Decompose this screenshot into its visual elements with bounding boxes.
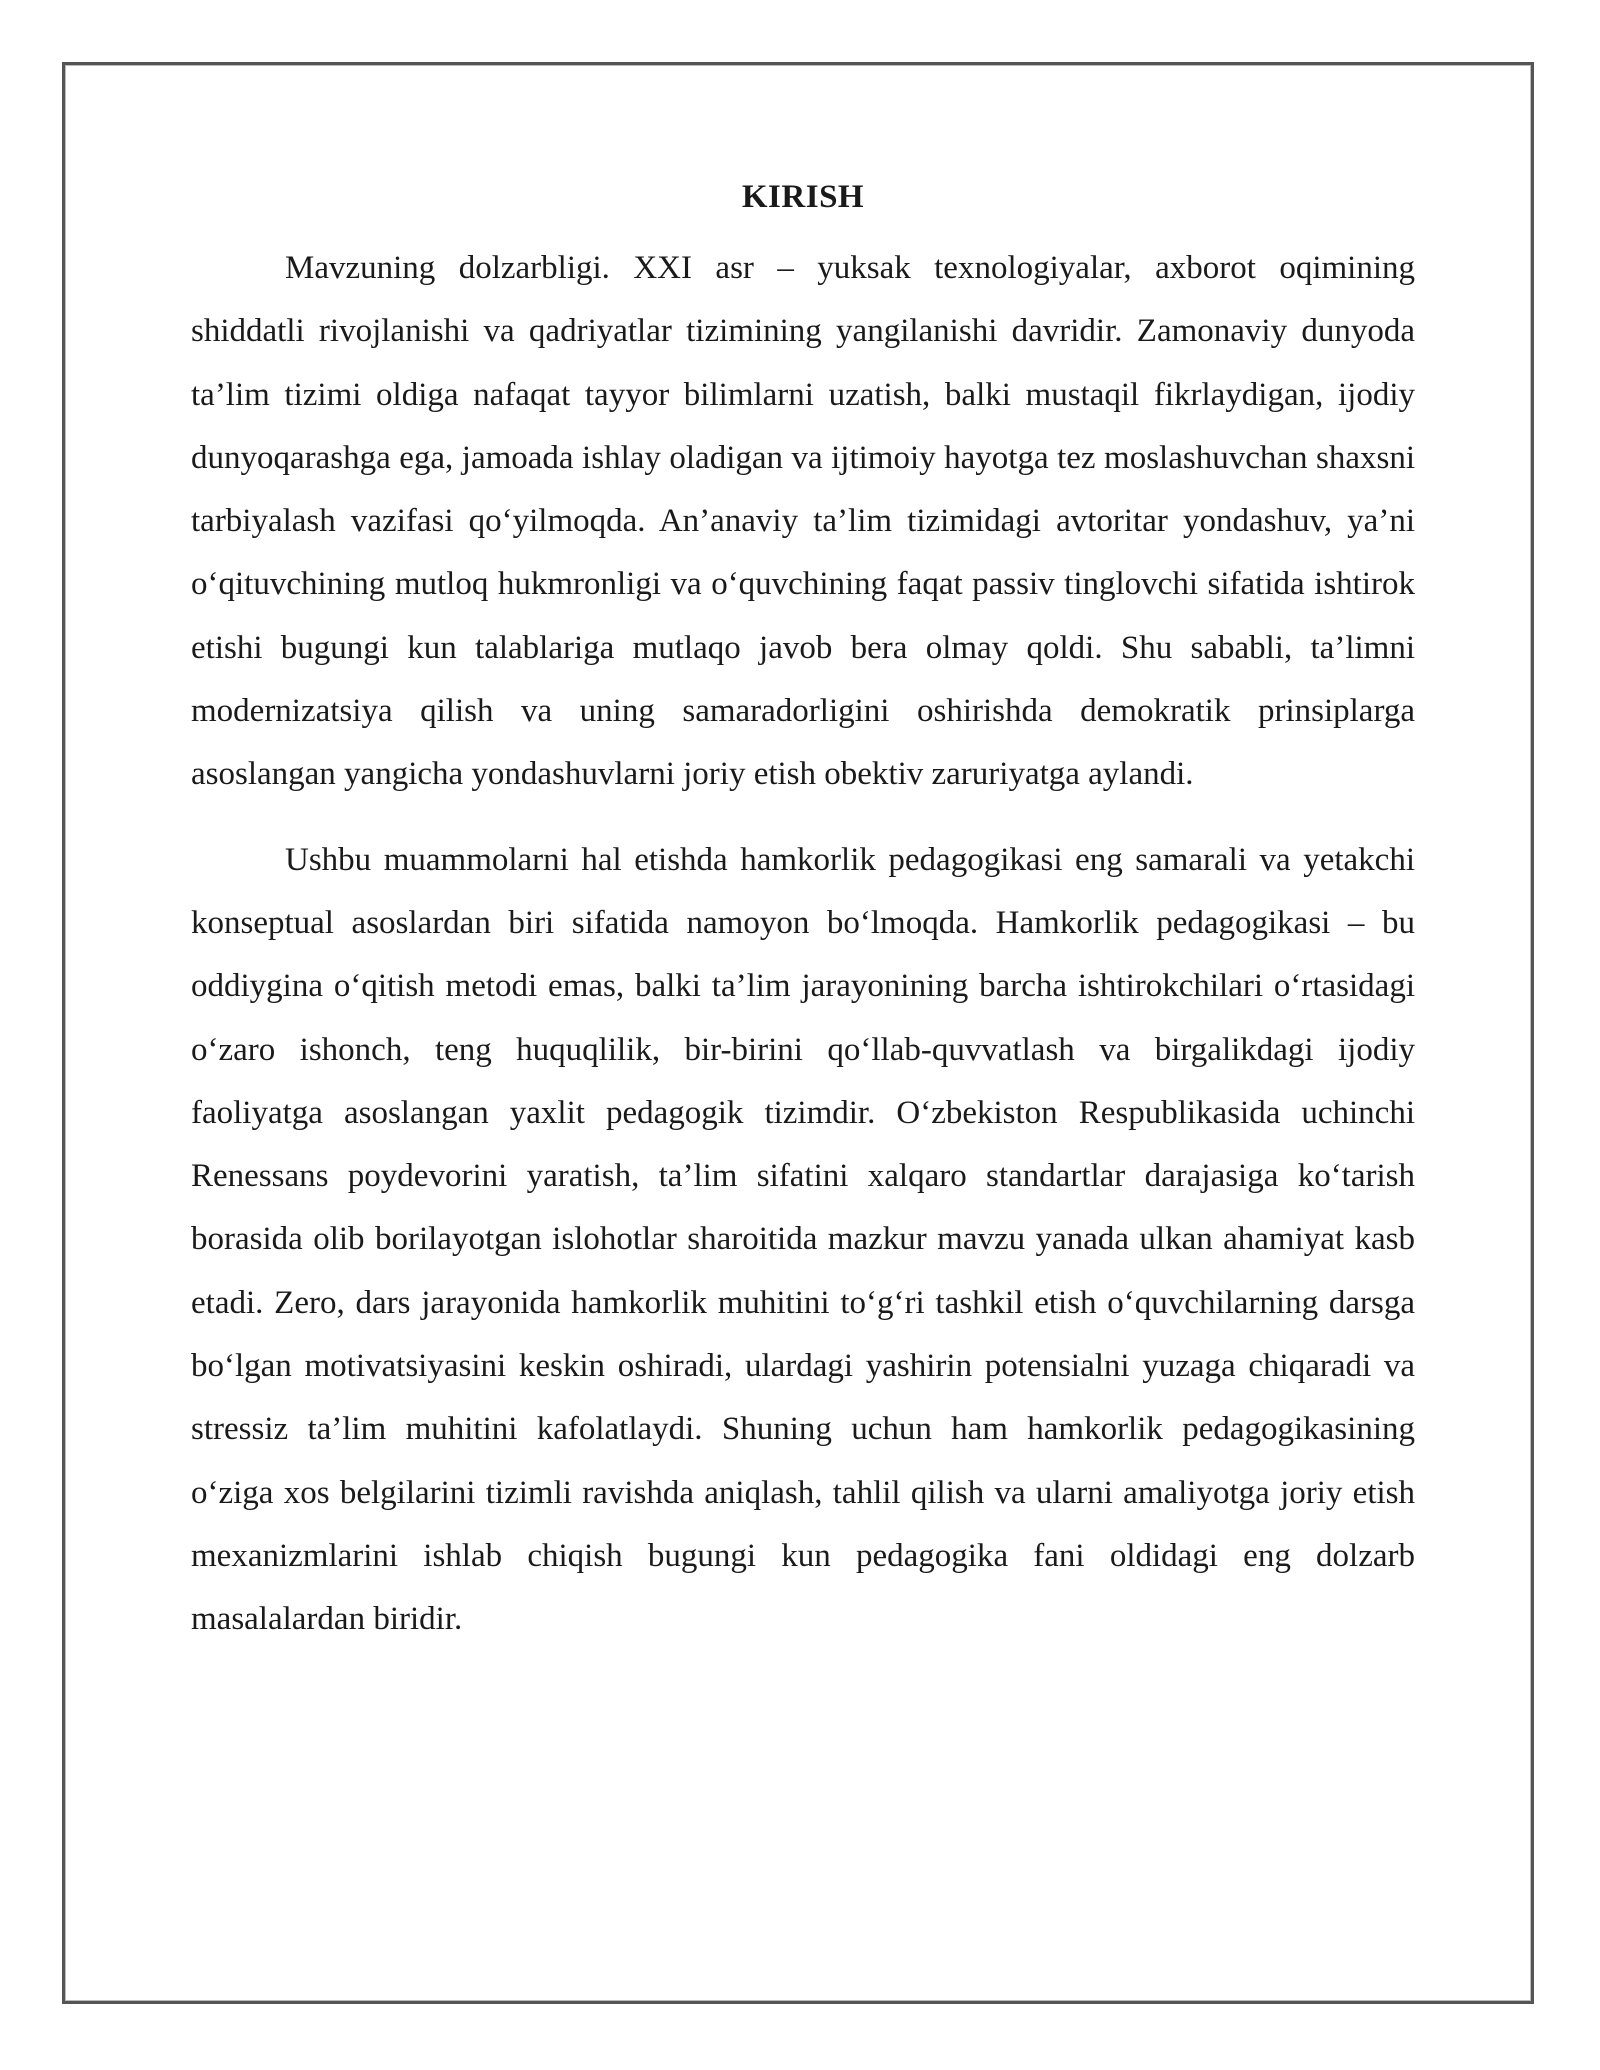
paragraph-cooperative-pedagogy: Ushbu muammolarni hal etishda hamkorlik pedagogikasi eng samarali va yetakchi konseptual asoslardan biri sifatida namoyon bo‘lmoqda. Hamkorlik pedagogikasi – bu oddiygina o‘qitish metodi emas, balki ta’lim jarayonining barcha ishtirokchilari o‘rtasidagi o‘zaro ishonch, teng huquqlilik, bir-birini qo‘llab-quvvatlash va birgalikdagi ijodiy faoliyatga asoslangan yaxlit pedagogik tizimdir. O‘zbekiston Respublikasida uchinchi Renessans poydevorini yaratish, ta’lim sifatini xalqaro standartlar darajasiga ko‘tarish borasida olib borilayotgan islohotlar sharoitida mazkur mavzu yanada ulkan ahamiyat kasb etadi. Zero, dars jarayonida hamkorlik muhitini to‘g‘ri tashkil etish o‘quvchilarning darsga bo‘lgan motivatsiyasini keskin oshiradi, ulardagi yashirin potensialni yuzaga chiqaradi va stressiz ta’lim muhitini kafolatlaydi. Shuning uchun ham hamkorlik pedagogikasining o‘ziga xos belgilarini tizimli ravishda aniqlash, tahlil qilish va ularni amaliyotga joriy etish mexanizmlarini ishlab chiqish bugungi kun pedagogika fani oldidagi eng dolzarb masalalardan biridir. (191, 841, 1415, 1638)
page-title: KIRISH (741, 179, 865, 215)
document-body (191, 177, 1415, 1652)
paragraph-relevance: Mavzuning dolzarbligi. XXI asr – yuksak texnologiyalar, axborot oqimining shiddatli rivojlanishi va qadriyatlar tizimining yangilanishi davridir. Zamonaviy dunyoda ta’lim tizimi oldiga nafaqat tayyor bilimlarni uzatish, balki mustaqil fikrlaydigan, ijodiy dunyoqarashga ega, jamoada ishlay oladigan va ijtimoiy hayotga tez moslashuvchan shaxsni tarbiyalash vazifasi qo‘yilmoqda. An’anaviy ta’lim tizimidagi avtoritar yondashuv, ya’ni o‘qituvchining mutloq hukmronligi va o‘quvchining faqat passiv tinglovchi sifatida ishtirok etishi bugungi kun talablariga mutlaqo javob bera olmay qoldi. Shu sababli, ta’limni modernizatsiya qilish va uning samaradorligini oshirishda demokratik prinsiplarga asoslangan yangicha yondashuvlarni joriy etish obektiv zaruriyatga aylandi. (191, 250, 1415, 793)
page-border (62, 62, 1534, 2004)
